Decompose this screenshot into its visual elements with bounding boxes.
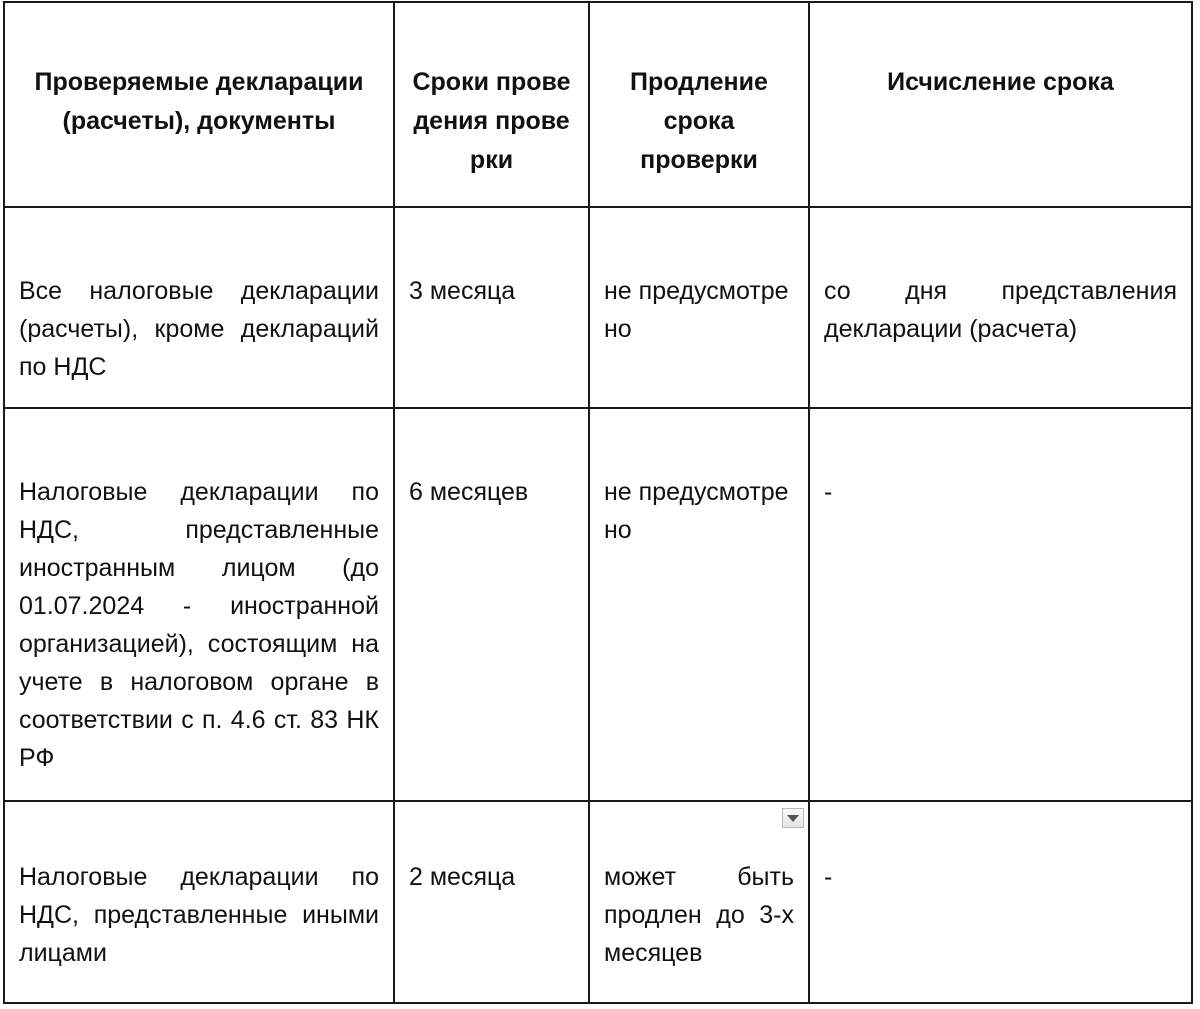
cell-calculation: - xyxy=(809,801,1192,1003)
table-row xyxy=(4,801,1192,1003)
table-header-row xyxy=(4,2,1192,207)
header-calculation: Исчисление срока xyxy=(809,2,1192,207)
cell-declarations: Налоговые декларации по НДС, представленные иными лицами xyxy=(4,801,394,1003)
cell-period: 2 месяца xyxy=(394,801,589,1003)
cell-declarations: Налоговые декларации по НДС, представленные иностранным лицом (до 01.07.2024 - иностранной организацией), состоящим на учете в налоговом органе в соответствии с п. 4.6 ст. 83 НК РФ xyxy=(4,408,394,801)
table-row xyxy=(4,408,1192,801)
cell-dropdown-button[interactable] xyxy=(782,808,804,828)
cell-period: 3 месяца xyxy=(394,207,589,408)
inspection-periods-table xyxy=(3,1,1193,1004)
cell-declarations: Все налоговые декларации (расчеты), кроме деклараций по НДС xyxy=(4,207,394,408)
cell-extension: не предусмотрено xyxy=(589,408,809,801)
cell-calculation: со дня представления декларации (расчета) xyxy=(809,207,1192,408)
cell-calculation: - xyxy=(809,408,1192,801)
cell-extension: может быть продлен до 3-х месяцев xyxy=(589,801,809,1003)
table-row xyxy=(4,207,1192,408)
chevron-down-icon xyxy=(787,815,799,822)
header-extension: Продление срока проверки xyxy=(589,2,809,207)
cell-period: 6 месяцев xyxy=(394,408,589,801)
cell-extension: не предусмотрено xyxy=(589,207,809,408)
header-declarations: Проверяемые декларации (расчеты), документы xyxy=(4,2,394,207)
header-period: Сроки проведения проверки xyxy=(394,2,589,207)
